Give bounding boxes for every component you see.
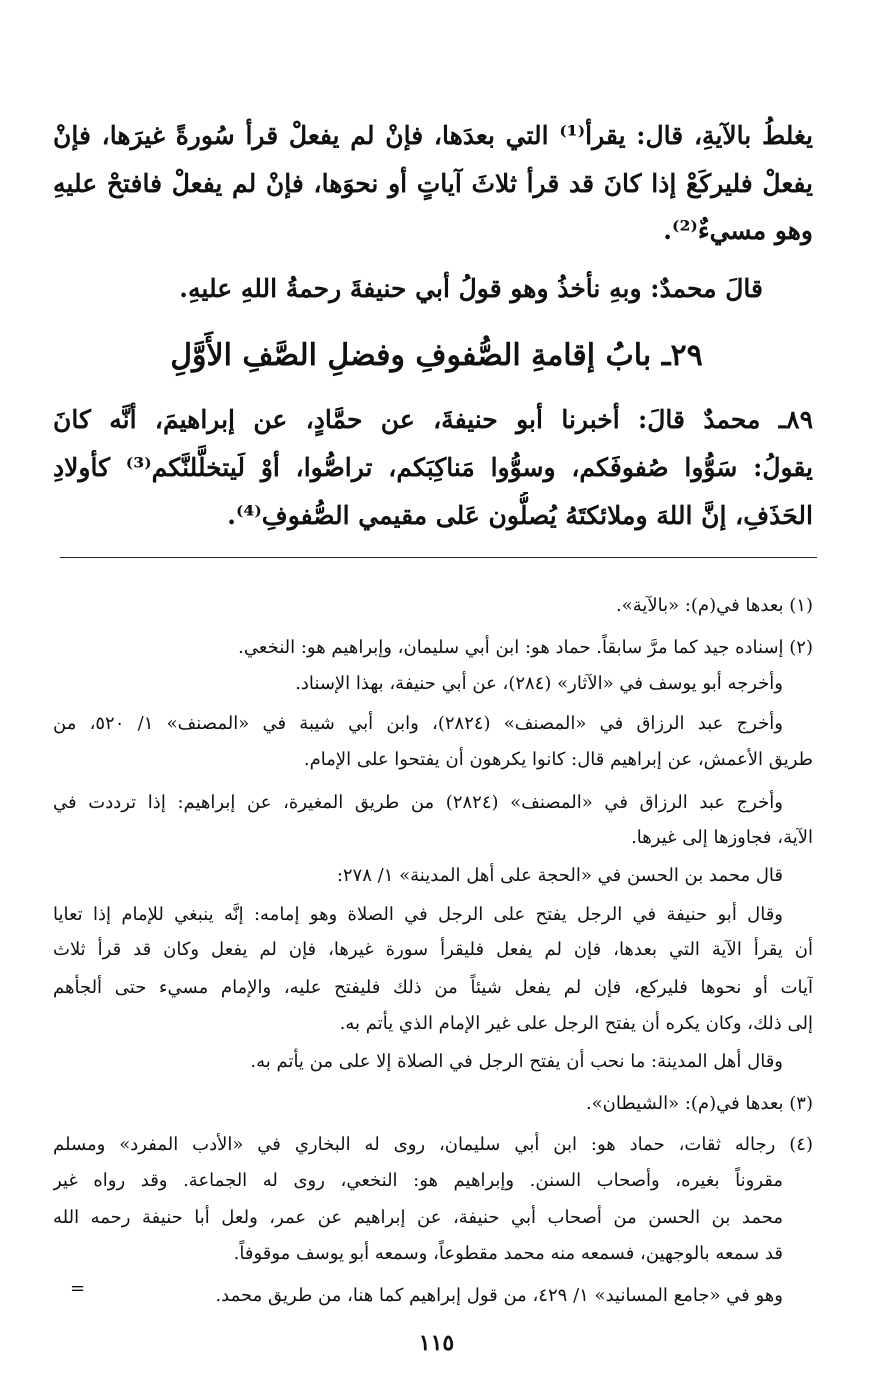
footnote-4-line-3: محمد بن الحسن من أصحاب أبي حنيفة، عن إبراهيم عن عمر، ولعل أبا حنيفة رحمه الله xyxy=(53,1207,783,1228)
footnote-2-line-8: وقال أبو حنيفة في الرجل يفتح على الرجل في الصلاة وهو إمامه: إنَّه ينبغي للإمام إذا تعايا xyxy=(53,904,783,925)
footnote-2-line-1: (٢) إسناده جيد كما مرَّ سابقاً. حماد هو: ابن أبي سليمان، وإبراهيم هو: النخعي. xyxy=(238,637,813,658)
footnote-2-line-7: قال محمد بن الحسن في «الحجة على أهل المدينة» ١/ ٢٧٨: xyxy=(336,865,783,886)
page-number: ١١٥ xyxy=(418,1330,455,1356)
footnote-2-line-10: آيات أو نحوها فليركع، فإن لم يفعل شيئاً من ذلك فليفتح عليه، والإمام مسيء حتى ألجأهم xyxy=(53,977,813,998)
footnote-divider xyxy=(60,557,817,558)
hadith-line-2: يقولُ: سَوُّوا صُفوفَكم، وسوُّوا مَناكِبَكم، تراصُّوا، أوْ لَيتخلَّلنَّكم⁽³⁾ كأولادِ xyxy=(53,453,813,482)
footnote-2-line-6: الآية، فجاوزها إلى غيرها. xyxy=(631,827,813,848)
footnote-3: (٣) بعدها في(م): «الشيطان». xyxy=(585,1093,813,1114)
chapter-heading: ٢٩ـ بابُ إقامةِ الصُّفوفِ وفضلِ الصَّفِ الأَوَّلِ xyxy=(170,338,703,373)
main-text-line-1: يغلطُ بالآيةِ، قال: يقرأ⁽¹⁾ التي بعدَها، فإنْ لم يفعلْ قرأ سُورةً غيرَها، فإنْ xyxy=(53,121,813,150)
footnote-2-line-2: وأخرجه أبو يوسف في «الآثار» (٢٨٤)، عن أبي حنيفة، بهذا الإسناد. xyxy=(295,673,783,694)
footnote-2-line-4: طريق الأعمش، عن إبراهيم قال: كانوا يكرهون أن يفتحوا على الإمام. xyxy=(303,749,813,770)
footnote-2-line-9: أن يقرأ الآية التي بعدها، فإن لم يفعل فليقرأ سورة غيرها، فإن لم يفعل وكان قد قرأ ثلاث xyxy=(53,939,813,960)
footnote-2-line-11: إلى ذلك، وكان يكره أن يفتح الرجل على غير الإمام الذي يأتم به. xyxy=(339,1013,813,1034)
main-text-line-3: وهو مسيءٌ⁽²⁾. xyxy=(663,216,813,245)
footnote-4-line-5: وهو في «جامع المسانيد» ١/ ٤٢٩، من قول إبراهيم كما هنا، من طريق محمد. xyxy=(215,1285,783,1306)
footnote-4-line-2: مقروناً بغيره، وأصحاب السنن. وإبراهيم هو: النخعي، روى له الجماعة. وقد رواه غير xyxy=(53,1170,783,1191)
hadith-line-3: الحَذَفِ، إنَّ اللهَ وملائكتَهُ يُصلُّون عَلى مقيمي الصُّفوفِ⁽⁴⁾. xyxy=(227,501,813,530)
hadith-line-1: ٨٩ـ محمدٌ قالَ: أخبرنا أبو حنيفةَ، عن حمَّادٍ، عن إبراهيمَ، أنَّه كانَ xyxy=(53,405,813,434)
footnote-1: (١) بعدها في(م): «بالآية». xyxy=(615,595,813,616)
continuation-mark: = xyxy=(70,1278,86,1299)
footnote-2-line-12: وقال أهل المدينة: ما نحب أن يفتح الرجل في الصلاة إلا على من يأتم به. xyxy=(250,1051,783,1072)
footnote-4-line-4: قد سمعه بالوجهين، فسمعه منه محمد مقطوعاً، وسمعه أبو يوسف موقوفاً. xyxy=(233,1243,783,1264)
footnote-2-line-5: وأخرج عبد الرزاق في «المصنف» (٢٨٢٤) من طريق المغيرة، عن إبراهيم: إذا ترددت في xyxy=(53,792,783,813)
muhammad-statement: قالَ محمدٌ: وبهِ نأخذُ وهو قولُ أبي حنيفةَ رحمةُ اللهِ عليهِ. xyxy=(179,274,763,303)
footnote-4-line-1: (٤) رجاله ثقات، حماد هو: ابن أبي سليمان، روى له البخاري في «الأدب المفرد» ومسلم xyxy=(53,1134,813,1155)
footnote-2-line-3: وأخرج عبد الرزاق في «المصنف» (٢٨٢٤)، وابن أبي شيبة في «المصنف» ١/ ٥٢٠، من xyxy=(53,713,783,734)
main-text-line-2: يفعلْ فليركَعْ إذا كانَ قد قرأ ثلاثَ آياتٍ أو نحوَها، فإنْ لم يفعلْ فافتحْ عليهِ xyxy=(53,169,813,198)
